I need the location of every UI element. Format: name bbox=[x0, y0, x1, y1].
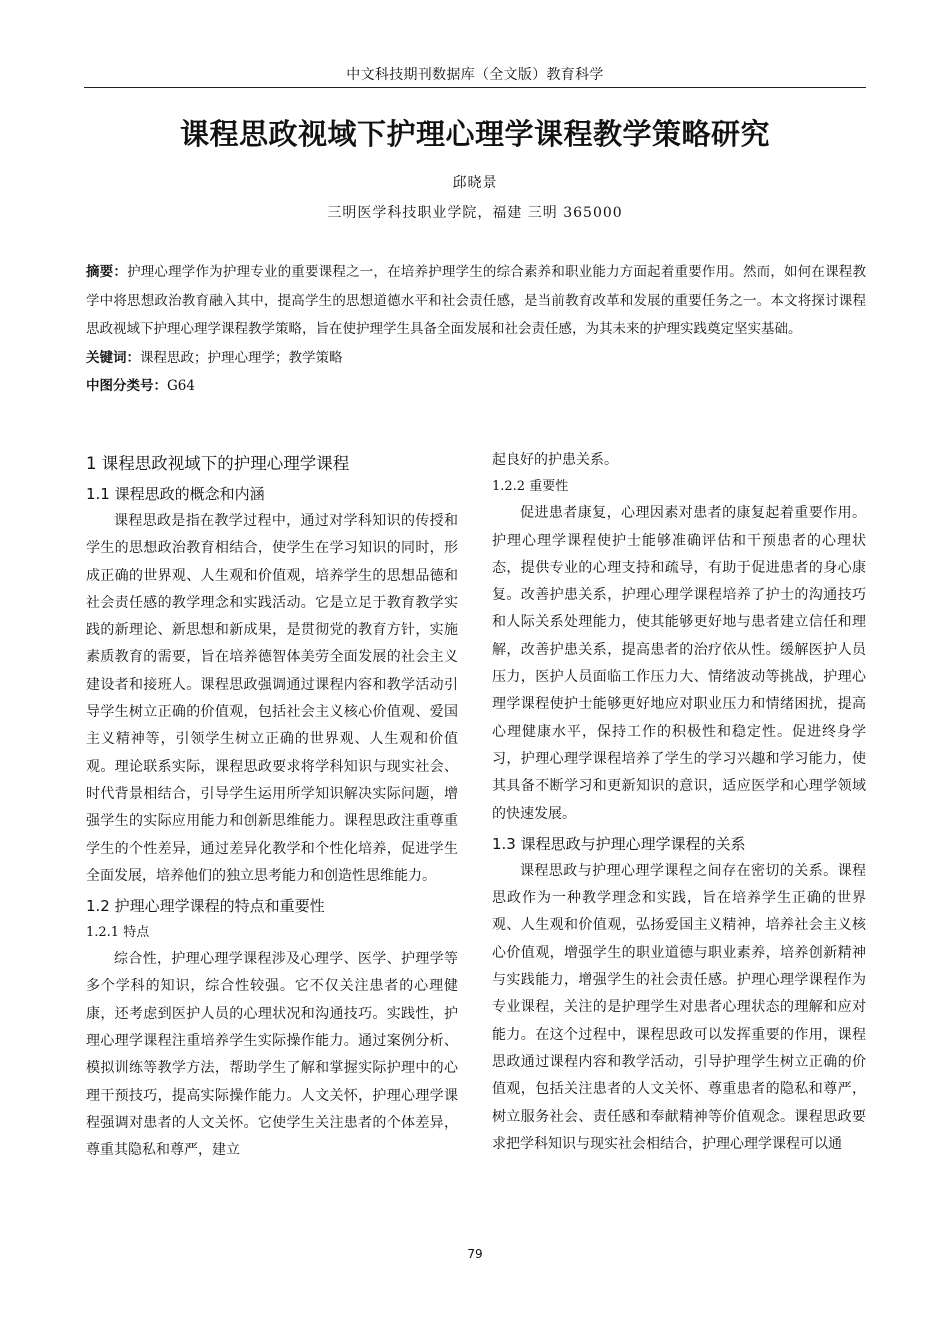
paragraph-1-2-1: 综合性，护理心理学课程涉及心理学、医学、护理学等多个学科的知识，综合性较强。它不仅关注患者的心理健康，还考虑到医护人员的心理状况和沟通技巧。实践性，护理心理学课程注重培养学生实际操作能力。通过案例分析、模拟训练等教学方法，帮助学生了解和掌握实际护理中的心理干预技巧，提高实际操作能力。人文关怀，护理心理学课程强调对患者的人文关怀。它使学生关注患者的个体差异，尊重其隐私和尊严，建立 bbox=[86, 951, 458, 1159]
section-heading-1: 1 课程思政视域下的护理心理学课程 bbox=[86, 454, 350, 473]
abstract-paragraph bbox=[86, 258, 866, 344]
paragraph-continued: 起良好的护患关系。 bbox=[492, 452, 618, 468]
header-rule bbox=[84, 87, 866, 88]
classification-code: G64 bbox=[167, 378, 195, 395]
section-heading-1-3: 1.3 课程思政与护理心理学课程的关系 bbox=[492, 834, 746, 853]
section-heading-1-2-1: 1.2.1 特点 bbox=[86, 925, 150, 941]
article-title: 课程思政视域下护理心理学课程教学策略研究 bbox=[179, 117, 770, 151]
classification-line bbox=[86, 372, 866, 401]
journal-header: 中文科技期刊数据库（全文版）教育科学 bbox=[346, 67, 604, 83]
keywords-line bbox=[86, 344, 866, 373]
right-column bbox=[492, 447, 866, 1158]
section-heading-1-1: 1.1 课程思政的概念和内涵 bbox=[86, 485, 265, 503]
paragraph-1-3: 课程思政与护理心理学课程之间存在密切的关系。课程思政作为一种教学理念和实践，旨在培养学生正确的世界观、人生观和价值观，弘扬爱国主义精神，培养社会主义核心价值观，增强学生的职业道德与职业素养，培养创新精神与实践能力，增强学生的社会责任感。护理心理学课程作为专业课程，关注的是护理学生对患者心理状态的理解和应对能力。在这个过程中，课程思政可以发挥重要的作用，课程思政通过课程内容和教学活动，引导护理学生树立正确的价值观，包括关注患者的人文关怀、尊重患者的隐私和尊严，树立服务社会、责任感和奉献精神等价值观念。课程思政要求把学科知识与现实社会相结合，护理心理学课程可以通 bbox=[492, 862, 866, 1152]
page-number: 79 bbox=[467, 1247, 483, 1261]
section-heading-1-2-2: 1.2.2 重要性 bbox=[492, 479, 569, 495]
abstract-label: 摘要： bbox=[86, 264, 128, 280]
classification-label: 中图分类号： bbox=[86, 378, 167, 395]
abstract-text: 护理心理学作为护理专业的重要课程之一，在培养护理学生的综合素养和职业能力方面起着重要作用。然而，如何在课程教学中将思想政治教育融入其中，提高学生的思想道德水平和社会责任感，是当前教育改革和发展的重要任务之一。本文将探讨课程思政视域下护理心理学课程教学策略，旨在使护理学生具备全面发展和社会责任感，为其未来的护理实践奠定坚实基础。 bbox=[86, 264, 866, 338]
left-column bbox=[86, 450, 458, 1165]
author-name: 邱晓景 bbox=[452, 175, 498, 191]
abstract-block bbox=[86, 258, 866, 401]
keywords-text: 课程思政；护理心理学；教学策略 bbox=[140, 349, 343, 366]
paragraph-1-2-2: 促进患者康复，心理因素对患者的康复起着重要作用。护理心理学课程使护士能够准确评估和干预患者的心理状态，提供专业的心理支持和疏导，有助于促进患者的身心康复。改善护患关系，护理心理学课程培养了护士的沟通技巧和人际关系处理能力，使其能够更好地与患者建立信任和理解，改善护患关系，提高患者的治疗依从性。缓解医护人员压力，医护人员面临工作压力大、情绪波动等挑战，护理心理学课程使护士能够更好地应对职业压力和情绪困扰，提高心理健康水平，保持工作的积极性和稳定性。促进终身学习，护理心理学课程培养了学生的学习兴趣和学习能力，使其具备不断学习和更新知识的意识，适应医学和心理学领域的快速发展。 bbox=[492, 505, 866, 822]
paragraph-1-1: 课程思政是指在教学过程中，通过对学科知识的传授和学生的思想政治教育相结合，使学生在学习知识的同时，形成正确的世界观、人生观和价值观，培养学生的思想品德和社会责任感的教学理念和实践活动。它是立足于教育教学实践的新理论、新思想和新成果，是贯彻党的教育方针，实施素质教育的需要，旨在培养德智体美劳全面发展的社会主义建设者和接班人。课程思政强调通过课程内容和教学活动引导学生树立正确的价值观，包括社会主义核心价值观、爱国主义精神等，引领学生树立正确的世界观、人生观和价值观。理论联系实际，课程思政要求将学科知识与现实社会、时代背景相结合，引导学生运用所学知识解决实际问题，增强学生的实际应用能力和创新思维能力。课程思政注重尊重学生的个性差异，通过差异化教学和个性化培养，促进学生全面发展，培养他们的独立思考能力和创造性思维能力。 bbox=[86, 513, 458, 884]
author-affiliation: 三明医学科技职业学院，福建 三明 365000 bbox=[327, 205, 623, 221]
keywords-label: 关键词： bbox=[86, 349, 140, 366]
section-heading-1-2: 1.2 护理心理学课程的特点和重要性 bbox=[86, 897, 325, 916]
